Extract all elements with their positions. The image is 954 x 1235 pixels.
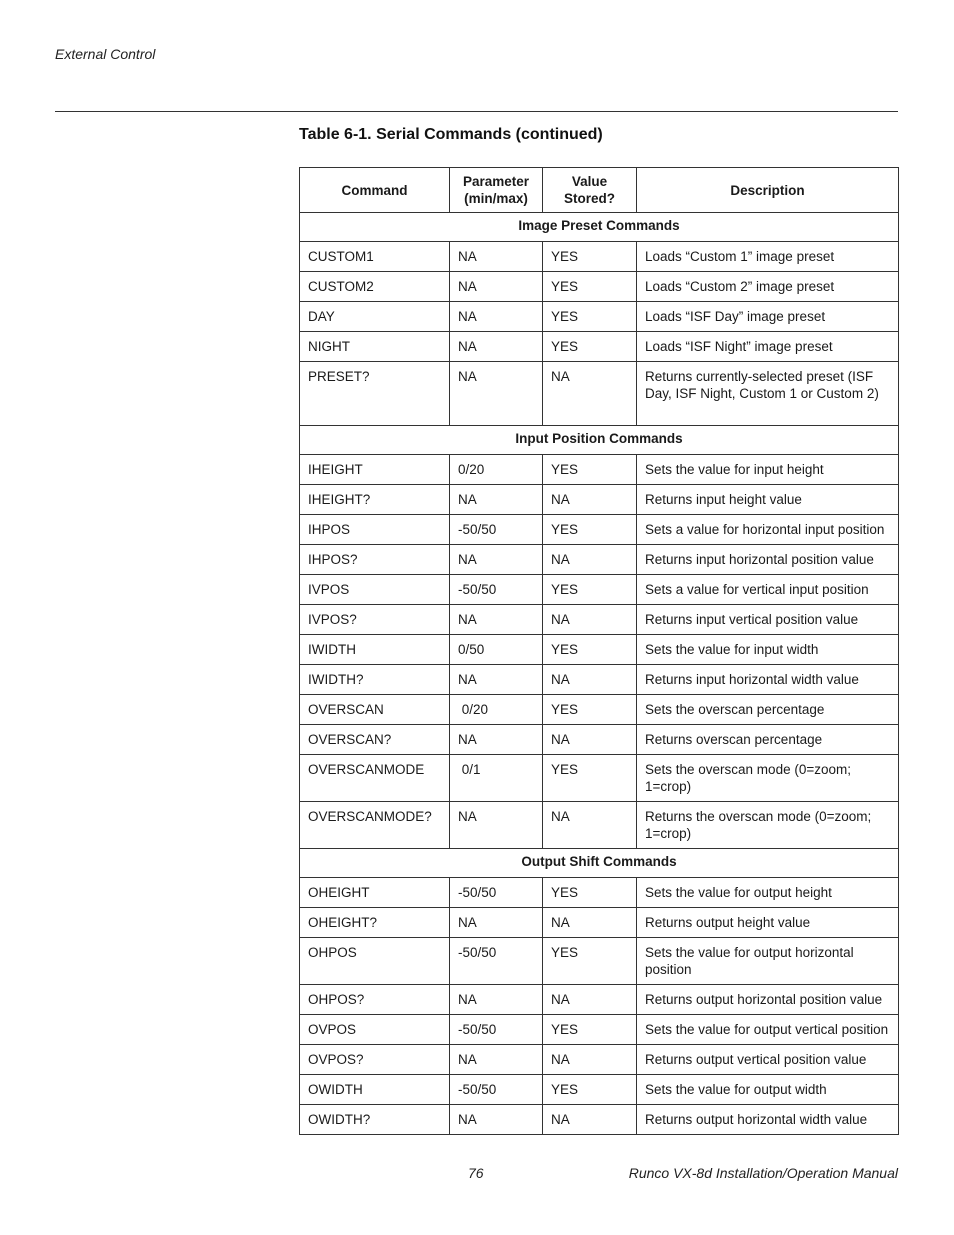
- description-cell: Returns output height value: [637, 908, 899, 938]
- stored-cell: NA: [543, 362, 637, 426]
- stored-cell: NA: [543, 802, 637, 849]
- stored-cell: NA: [543, 908, 637, 938]
- description-cell: Sets the value for input height: [637, 455, 899, 485]
- command-cell: OWIDTH?: [300, 1105, 450, 1135]
- stored-cell: YES: [543, 635, 637, 665]
- command-cell: OVPOS: [300, 1015, 450, 1045]
- parameter-cell: NA: [450, 302, 543, 332]
- stored-cell: YES: [543, 302, 637, 332]
- table-row: [300, 575, 899, 605]
- table-body: [300, 213, 899, 1135]
- table-row: [300, 695, 899, 725]
- parameter-cell: NA: [450, 1045, 543, 1075]
- command-cell: OVERSCANMODE: [300, 755, 450, 802]
- stored-cell: YES: [543, 755, 637, 802]
- description-cell: Returns output vertical position value: [637, 1045, 899, 1075]
- command-cell: OHPOS?: [300, 985, 450, 1015]
- table-row: [300, 985, 899, 1015]
- command-cell: IHEIGHT?: [300, 485, 450, 515]
- stored-cell: YES: [543, 1075, 637, 1105]
- running-header: External Control: [55, 46, 156, 62]
- stored-cell: NA: [543, 985, 637, 1015]
- parameter-cell: -50/50: [450, 938, 543, 985]
- parameter-cell: NA: [450, 908, 543, 938]
- command-cell: NIGHT: [300, 332, 450, 362]
- command-cell: CUSTOM1: [300, 242, 450, 272]
- stored-cell: YES: [543, 1015, 637, 1045]
- stored-cell: YES: [543, 242, 637, 272]
- command-cell: OHEIGHT?: [300, 908, 450, 938]
- command-cell: IHPOS?: [300, 545, 450, 575]
- parameter-cell: NA: [450, 665, 543, 695]
- parameter-cell: NA: [450, 545, 543, 575]
- parameter-cell: NA: [450, 485, 543, 515]
- column-header-stored-line1: Value: [571, 174, 608, 189]
- command-cell: IVPOS: [300, 575, 450, 605]
- table-row: [300, 272, 899, 302]
- description-cell: Returns input vertical position value: [637, 605, 899, 635]
- parameter-cell: NA: [450, 242, 543, 272]
- command-cell: OVERSCAN?: [300, 725, 450, 755]
- table-row: [300, 1075, 899, 1105]
- command-cell: IHEIGHT: [300, 455, 450, 485]
- command-cell: OVERSCAN: [300, 695, 450, 725]
- description-cell: Loads “ISF Day” image preset: [637, 302, 899, 332]
- command-cell: OWIDTH: [300, 1075, 450, 1105]
- stored-cell: NA: [543, 665, 637, 695]
- table-row: [300, 545, 899, 575]
- table-row: [300, 938, 899, 985]
- description-cell: Sets a value for horizontal input position: [637, 515, 899, 545]
- table-row: [300, 515, 899, 545]
- command-cell: IWIDTH?: [300, 665, 450, 695]
- description-cell: Loads “Custom 1” image preset: [637, 242, 899, 272]
- table-row: [300, 1015, 899, 1045]
- description-cell: Loads “Custom 2” image preset: [637, 272, 899, 302]
- stored-cell: YES: [543, 878, 637, 908]
- parameter-cell: -50/50: [450, 515, 543, 545]
- manual-title: Runco VX-8d Installation/Operation Manual: [628, 1165, 898, 1181]
- command-cell: DAY: [300, 302, 450, 332]
- section-title: Input Position Commands: [300, 426, 899, 455]
- parameter-cell: NA: [450, 272, 543, 302]
- description-cell: Returns output horizontal width value: [637, 1105, 899, 1135]
- table-header-row: [300, 168, 899, 213]
- description-cell: Sets the value for output vertical position: [637, 1015, 899, 1045]
- column-header-description: Description: [637, 168, 899, 213]
- description-cell: Returns input horizontal width value: [637, 665, 899, 695]
- stored-cell: YES: [543, 332, 637, 362]
- parameter-cell: NA: [450, 802, 543, 849]
- column-header-parameter-line1: Parameter: [462, 174, 530, 189]
- stored-cell: NA: [543, 485, 637, 515]
- parameter-cell: NA: [450, 1105, 543, 1135]
- table-row: [300, 455, 899, 485]
- section-header-row: [300, 213, 899, 242]
- parameter-cell: -50/50: [450, 1015, 543, 1045]
- table-row: [300, 665, 899, 695]
- table-row: [300, 725, 899, 755]
- description-cell: Returns the overscan mode (0=zoom; 1=crop): [637, 802, 899, 849]
- section-header-row: [300, 426, 899, 455]
- description-cell: Returns overscan percentage: [637, 725, 899, 755]
- stored-cell: YES: [543, 575, 637, 605]
- parameter-cell: -50/50: [450, 1075, 543, 1105]
- table-row: [300, 635, 899, 665]
- description-cell: Sets a value for vertical input position: [637, 575, 899, 605]
- command-cell: CUSTOM2: [300, 272, 450, 302]
- table-row: [300, 605, 899, 635]
- command-cell: OHPOS: [300, 938, 450, 985]
- stored-cell: NA: [543, 545, 637, 575]
- table-row: [300, 302, 899, 332]
- command-cell: IVPOS?: [300, 605, 450, 635]
- command-cell: OVPOS?: [300, 1045, 450, 1075]
- command-cell: OHEIGHT: [300, 878, 450, 908]
- description-cell: Sets the overscan percentage: [637, 695, 899, 725]
- table-row: [300, 908, 899, 938]
- table-row: [300, 878, 899, 908]
- description-cell: Sets the overscan mode (0=zoom; 1=crop): [637, 755, 899, 802]
- stored-cell: YES: [543, 455, 637, 485]
- parameter-cell: NA: [450, 332, 543, 362]
- table-row: [300, 1045, 899, 1075]
- column-header-stored: [543, 168, 637, 213]
- parameter-cell: 0/20: [450, 695, 543, 725]
- table-row: [300, 242, 899, 272]
- description-cell: Loads “ISF Night” image preset: [637, 332, 899, 362]
- parameter-cell: -50/50: [450, 878, 543, 908]
- parameter-cell: 0/50: [450, 635, 543, 665]
- section-header-row: [300, 849, 899, 878]
- description-cell: Sets the value for output width: [637, 1075, 899, 1105]
- parameter-cell: NA: [450, 725, 543, 755]
- header-rule: [55, 111, 898, 112]
- description-cell: Sets the value for output horizontal position: [637, 938, 899, 985]
- description-cell: Returns input horizontal position value: [637, 545, 899, 575]
- table-row: [300, 332, 899, 362]
- description-cell: Sets the value for output height: [637, 878, 899, 908]
- stored-cell: YES: [543, 272, 637, 302]
- table-title: Table 6-1. Serial Commands (continued): [299, 126, 603, 143]
- stored-cell: YES: [543, 695, 637, 725]
- column-header-parameter-line2: (min/max): [464, 191, 528, 206]
- description-cell: Returns input height value: [637, 485, 899, 515]
- table-row: [300, 485, 899, 515]
- stored-cell: NA: [543, 725, 637, 755]
- parameter-cell: NA: [450, 985, 543, 1015]
- parameter-cell: 0/20: [450, 455, 543, 485]
- command-cell: PRESET?: [300, 362, 450, 426]
- serial-commands-table: [299, 167, 899, 1135]
- command-cell: IWIDTH: [300, 635, 450, 665]
- command-cell: IHPOS: [300, 515, 450, 545]
- stored-cell: YES: [543, 515, 637, 545]
- description-cell: Returns output horizontal position value: [637, 985, 899, 1015]
- column-header-parameter: [450, 168, 543, 213]
- column-header-command: Command: [300, 168, 450, 213]
- parameter-cell: NA: [450, 605, 543, 635]
- table-row: [300, 362, 899, 426]
- column-header-stored-line2: Stored?: [563, 191, 615, 206]
- section-title: Image Preset Commands: [300, 213, 899, 242]
- parameter-cell: NA: [450, 362, 543, 426]
- stored-cell: YES: [543, 938, 637, 985]
- table-row: [300, 802, 899, 849]
- command-cell: OVERSCANMODE?: [300, 802, 450, 849]
- stored-cell: NA: [543, 1045, 637, 1075]
- stored-cell: NA: [543, 605, 637, 635]
- table-row: [300, 755, 899, 802]
- parameter-cell: -50/50: [450, 575, 543, 605]
- parameter-cell: 0/1: [450, 755, 543, 802]
- section-title: Output Shift Commands: [300, 849, 899, 878]
- description-cell: Sets the value for input width: [637, 635, 899, 665]
- description-cell: Returns currently-selected preset (ISF Day, ISF Night, Custom 1 or Custom 2): [637, 362, 899, 426]
- page-number: 76: [468, 1165, 484, 1181]
- stored-cell: NA: [543, 1105, 637, 1135]
- table-row: [300, 1105, 899, 1135]
